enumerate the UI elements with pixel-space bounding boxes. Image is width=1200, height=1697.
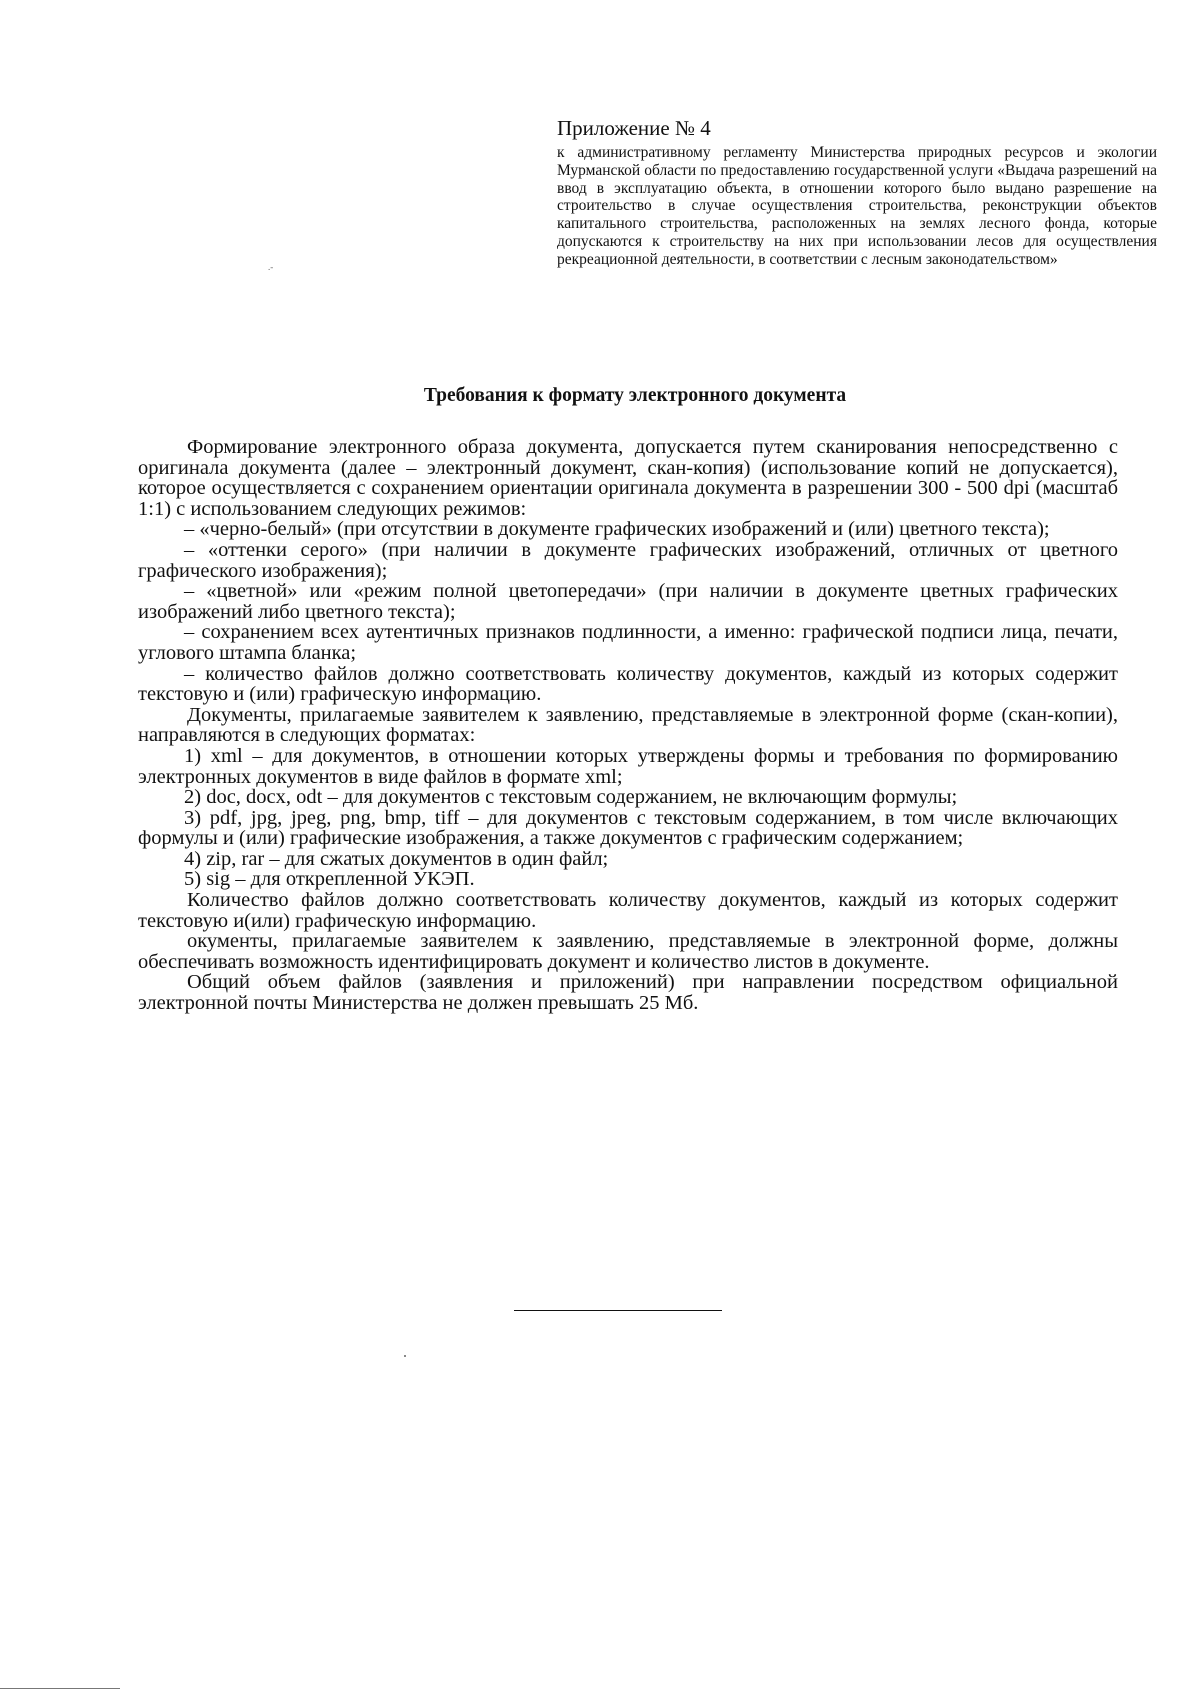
list-item-doc: 2) doc, docx, odt – для документов с текстовым содержанием, не включающим формулы; xyxy=(184,786,958,809)
paragraph-formats: Документы, прилагаемые заявителем к заявлению, представляемые в электронной форме (скан-копии), направляются в следующих форматах: xyxy=(138,703,1118,747)
appendix-title: Приложение № 4 xyxy=(557,116,711,140)
list-item-authenticity: – сохранением всех аутентичных признаков подлинности, а именно: графической подписи лица, печати, углового штампа бланка; xyxy=(138,621,1118,664)
list-item-bw: – «черно-белый» (при отсутствии в документе графических изображений и (или) цветного текста); xyxy=(184,518,1050,541)
list-item-zip: 4) zip, rar – для сжатых документов в один файл; xyxy=(184,847,609,870)
list-item-sig: 5) sig – для открепленной УКЭП. xyxy=(184,868,475,891)
list-item-grayscale: – «оттенки серого» (при наличии в документе графических изображений, отличных от цветного графического изображения); xyxy=(138,538,1118,582)
paragraph-scanning: Формирование электронного образа документа, допускается путем сканирования непосредственно с оригинала документа (далее – электронный документ, скан-копия) (использование копий не допускается), которое осуществляется с сохранением ориентации оригинала документа в разрешении 300 - 500 dpi (масштаб 1:1) с использованием следующих режимов: xyxy=(138,436,1118,520)
paragraph-identification: окументы, прилагаемые заявителем к заявлению, представляемые в электронной форме, должны обеспечивать возможность идентифицировать документ и количество листов в документе. xyxy=(138,930,1118,973)
list-item-xml: 1) xml – для документов, в отношении которых утверждены формы и требования по формированию электронных документов в виде файлов в формате xml; xyxy=(138,744,1118,788)
appendix-header xyxy=(557,116,1157,269)
end-divider xyxy=(514,1310,722,1311)
list-item-file-count: – количество файлов должно соответствовать количеству документов, каждый из которых содержит текстовую и (или) графическую информацию. xyxy=(138,662,1118,706)
scan-speck: .- xyxy=(268,262,274,272)
scan-edge-line xyxy=(0,1688,120,1689)
document-body xyxy=(138,437,1118,1014)
scan-speck-dot xyxy=(404,1355,406,1357)
appendix-description: к административному регламенту Министерства природных ресурсов и экологии Мурманской области по предоставлению государственной услуги «Выдача разрешений на ввод в эксплуатацию объекта, в отношении которого было выдано разрешение на строительство в случае осуществления строительства, реконструкции объектов капитального строительства, расположенных на землях лесного фонда, которые допускаются к строительству на них при использовании лесов для осуществления рекреационной деятельности, в соответствии с лесным законодательством» xyxy=(557,144,1157,268)
paragraph-file-count: Количество файлов должно соответствовать количеству документов, каждый из которых содержит текстовую и(или) графическую информацию. xyxy=(138,889,1118,932)
document-title: Требования к формату электронного документа xyxy=(423,385,847,406)
list-item-pdf: 3) pdf, jpg, jpeg, png, bmp, tiff – для документов с текстовым содержанием, в том числе включающих формулы и (или) графические изображения, а также документов с графическим содержанием; xyxy=(138,806,1118,850)
list-item-color: – «цветной» или «режим полной цветопередачи» (при наличии в документе цветных графических изображений либо цветного текста); xyxy=(138,580,1118,623)
paragraph-size-limit: Общий объем файлов (заявления и приложений) при направлении посредством официальной электронной почты Министерства не должен превышать 25 Мб. xyxy=(138,971,1118,1015)
